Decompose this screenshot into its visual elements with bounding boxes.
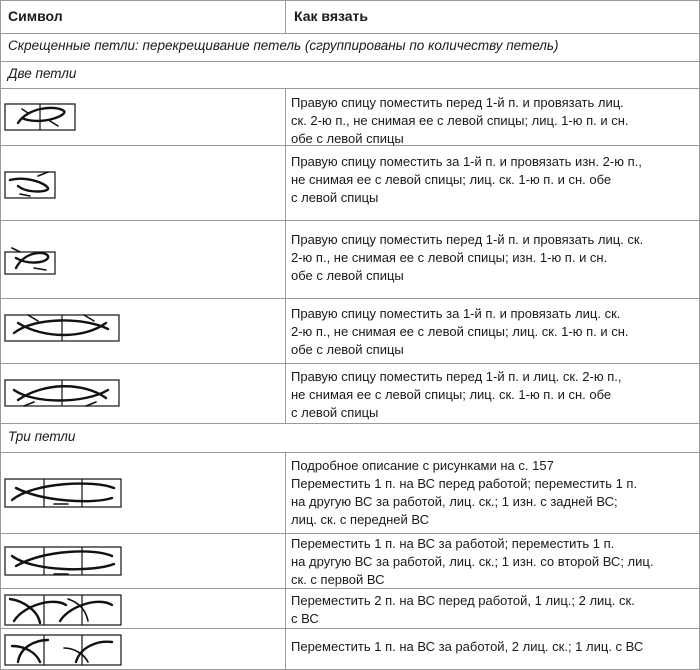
column-header-symbol: Символ (8, 8, 63, 24)
row-two-1-description: Правую спицу поместить перед 1-й п. и провязать лиц. ск. 2-ю п., не снимая ее с левой спицы; лиц. 1-ю п. и сн. обе с левой спицы (291, 95, 629, 146)
row-three-2-description: Переместить 1 п. на ВС за работой; переместить 1 п. на другую ВС за работой, лиц. ск.; 1 изн. со второй ВС; лиц. ск. с первой ВС (291, 536, 654, 587)
cross-2-right-purl-symbol (4, 244, 56, 276)
section-title-three-stitches: Три петли (8, 429, 76, 444)
row-three-3-description: Переместить 2 п. на ВС перед работой, 1 лиц.; 2 лиц. ск. с ВС (291, 593, 635, 626)
row-three-4-description: Переместить 1 п. на ВС за работой, 2 лиц. ск.; 1 лиц. с ВС (291, 639, 644, 654)
section-title-two-stitches: Две петли (8, 66, 77, 81)
cross-3-front-symbol (4, 476, 122, 510)
row-two-4-description: Правую спицу поместить за 1-й п. и провязать лиц. ск. 2-ю п., не снимая ее с левой спицы; лиц. ск. 1-ю п. и сн. обе с левой спицы (291, 306, 629, 357)
row-two-5-description: Правую спицу поместить перед 1-й п. и лиц. ск. 2-ю п., не снимая ее с левой спицы; лиц. ск. 1-ю п. и сн. обе с левой спицы (291, 369, 622, 420)
cross-2-left-purl-symbol (4, 170, 56, 200)
cross-2-right-double-symbol (4, 376, 120, 410)
section-title-crossed: Скрещенные петли: перекрещивание петель (сгруппированы по количеству петель) (8, 38, 559, 53)
cross-2-right-knit-symbol (4, 103, 76, 131)
cross-3-one-back-symbol (4, 632, 122, 668)
row-three-1-description: Подробное описание с рисунками на с. 157 Переместить 1 п. на ВС перед работой; переместить 1 п. на другую ВС за работой, лиц. ск.; 1 изн. с задней ВС; лиц. ск. с передней ВС (291, 458, 638, 527)
column-header-howto: Как вязать (294, 8, 369, 24)
cross-2-left-double-symbol (4, 311, 120, 345)
cross-3-two-front-symbol (4, 591, 122, 627)
row-two-2-description: Правую спицу поместить за 1-й п. и провязать изн. 2-ю п., не снимая ее с левой спицы; лиц. ск. 1-ю п. и сн. обе с левой спицы (291, 154, 642, 205)
row-two-3-description: Правую спицу поместить перед 1-й п. и провязать лиц. ск. 2-ю п., не снимая ее с левой спицы; изн. 1-ю п. и сн. обе с левой спицы (291, 232, 644, 283)
cross-3-back-symbol (4, 544, 122, 578)
